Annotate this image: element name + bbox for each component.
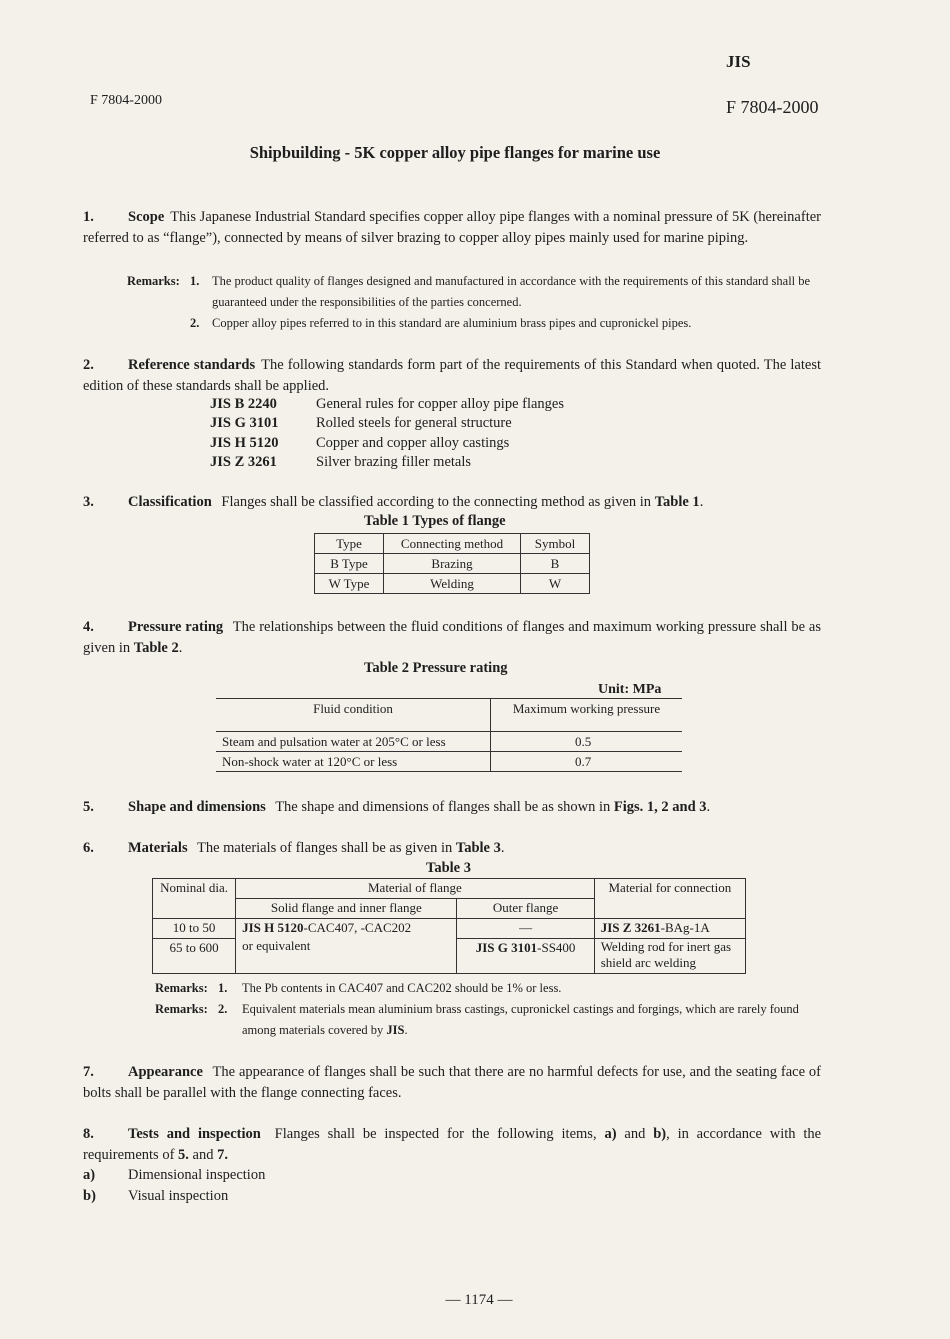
remark-1: The product quality of flanges designed and manufactured in accordance with the requirements of this standard shall be guaranteed under the responsibilities of the parties concerned. bbox=[212, 274, 811, 309]
section-heading: Shape and dimensions bbox=[128, 799, 266, 815]
table-1-caption: Table 1 Types of flange bbox=[364, 513, 506, 529]
section-number: 7. bbox=[83, 1064, 94, 1080]
reference-item: JIS B 2240 General rules for copper alloy pipe flanges bbox=[210, 396, 565, 412]
reference-list bbox=[210, 395, 564, 472]
section-heading: Scope bbox=[128, 209, 165, 225]
reference-item: JIS H 5120 Copper and copper alloy castings bbox=[210, 434, 510, 451]
reference-item: JIS Z 3261 Silver brazing filler metals bbox=[210, 453, 472, 470]
section-pressure-rating: 4. Pressure rating The relationships between the fluid conditions of flanges and maximum working pressure shall be as given in Table 2. bbox=[83, 619, 821, 656]
remarks-label: Remarks: bbox=[155, 981, 208, 995]
table-2-caption: Table 2 Pressure rating bbox=[364, 660, 508, 676]
remark-1: The Pb contents in CAC407 and CAC202 should be 1% or less. bbox=[242, 981, 562, 995]
list-item: b) Visual inspection bbox=[83, 1187, 229, 1204]
scope-remarks: Remarks: 1. The product quality of flanges designed and manufactured in accordance with the requirements of this standard shall be guaranteed under the responsibilities of the parties concerned. 2. Copper alloy pipes referred to in this standard are aluminium brass pipes and cupronickel pipes. bbox=[127, 271, 821, 334]
section-classification: 3. Classification Flanges shall be classified according to the connecting method as given in Table 1. bbox=[83, 492, 821, 513]
table-row: Steam and pulsation water at 205°C or less 0.5 bbox=[216, 732, 682, 752]
table-row: W Type Welding W bbox=[315, 574, 590, 594]
section-number: 1. bbox=[83, 209, 94, 225]
table-3-caption: Table 3 bbox=[426, 860, 471, 876]
table-row: Non-shock water at 120°C or less 0.7 bbox=[216, 752, 682, 772]
table-row: 10 to 50 JIS H 5120-CAC407, -CAC202 or equivalent — JIS Z 3261-BAg-1A bbox=[153, 919, 746, 939]
remarks-label: Remarks: bbox=[127, 274, 180, 288]
jis-mark: JIS bbox=[726, 52, 751, 71]
section-number: 3. bbox=[83, 494, 94, 510]
section-heading: Tests and inspection bbox=[128, 1126, 261, 1142]
section-text: The following standards form part of the requirements of this Standard when quoted. The latest edition of these standards shall be applied. bbox=[83, 357, 821, 394]
section-appearance: 7. Appearance The appearance of flanges shall be such that there are no harmful defects for use, and the seating face of bolts shall be parallel with the flange connecting faces. bbox=[83, 1064, 821, 1101]
remark-2: Equivalent materials mean aluminium brass castings, cupronickel castings and forgings, which are rarely found among materials covered by JIS. bbox=[242, 1002, 799, 1037]
list-item: a) Dimensional inspection bbox=[83, 1167, 266, 1183]
section-heading: Appearance bbox=[128, 1064, 203, 1080]
section-heading: Materials bbox=[128, 840, 188, 856]
section-number: 8. bbox=[83, 1126, 94, 1142]
page-number: — 1174 — bbox=[445, 1292, 513, 1308]
header-code-right: F 7804-2000 bbox=[726, 97, 819, 117]
reference-item: JIS G 3101 Rolled steels for general structure bbox=[210, 415, 512, 432]
section-number: 6. bbox=[83, 840, 94, 856]
section-heading: Pressure rating bbox=[128, 619, 224, 635]
section-text: This Japanese Industrial Standard specifies copper alloy pipe flanges with a nominal pressure of 5K (hereinafter referred to as “flange”), connected by means of silver brazing to copper alloy pipes mainly used for marine piping. bbox=[83, 209, 821, 246]
table-2-unit: Unit: MPa bbox=[598, 682, 662, 697]
section-tests-inspection: 8. Tests and inspection Flanges shall be inspected for the following items, a) and b), in accordance with the requirements of 5. and 7. bbox=[83, 1126, 822, 1163]
section-number: 2. bbox=[83, 357, 94, 373]
section-scope bbox=[83, 207, 821, 248]
section-heading: Classification bbox=[128, 494, 212, 510]
solid-flange-material: JIS H 5120-CAC407, -CAC202 or equivalent bbox=[236, 919, 457, 974]
section-reference-standards bbox=[83, 355, 821, 396]
table-row: 65 to 600 JIS G 3101-SS400 Welding rod for inert gas shield arc welding bbox=[153, 939, 746, 974]
section-number: 5. bbox=[83, 799, 94, 815]
table-1: Type Connecting method Symbol B Type Brazing B W Type Welding W bbox=[314, 533, 590, 594]
materials-remarks: Remarks: 1. The Pb contents in CAC407 and CAC202 should be 1% or less. Remarks: 2. Equivalent materials mean aluminium brass castings, cupronickel castings and forgings, which are rarely found among materials covered by JIS. bbox=[155, 978, 821, 1041]
table-3: Nominal dia. Material of flange Material for connection Solid flange and inner flange Outer flange 10 to 50 JIS H 5120-CAC407, -CAC202 or equivalent — JIS Z 3261-BAg-1A 65 to 600 JIS G 3101-SS400 Welding rod for inert gas shield arc welding bbox=[152, 878, 746, 974]
remark-2: Copper alloy pipes referred to in this standard are aluminium brass pipes and cupronickel pipes. bbox=[212, 316, 692, 330]
document-title: Shipbuilding - 5K copper alloy pipe flanges for marine use bbox=[249, 143, 661, 162]
section-shape-dimensions: 5. Shape and dimensions The shape and dimensions of flanges shall be as shown in Figs. 1, 2 and 3. bbox=[83, 797, 821, 818]
table-2: Fluid condition Maximum working pressure Steam and pulsation water at 205°C or less 0.5 Non-shock water at 120°C or less 0.7 bbox=[216, 698, 682, 772]
section-materials: 6. Materials The materials of flanges shall be as given in Table 3. bbox=[83, 838, 821, 859]
section-heading: Reference standards bbox=[128, 357, 256, 373]
table-row: B Type Brazing B bbox=[315, 554, 590, 574]
inspection-list bbox=[83, 1165, 821, 1206]
section-number: 4. bbox=[83, 619, 94, 635]
header-code-left: F 7804-2000 bbox=[90, 93, 162, 108]
